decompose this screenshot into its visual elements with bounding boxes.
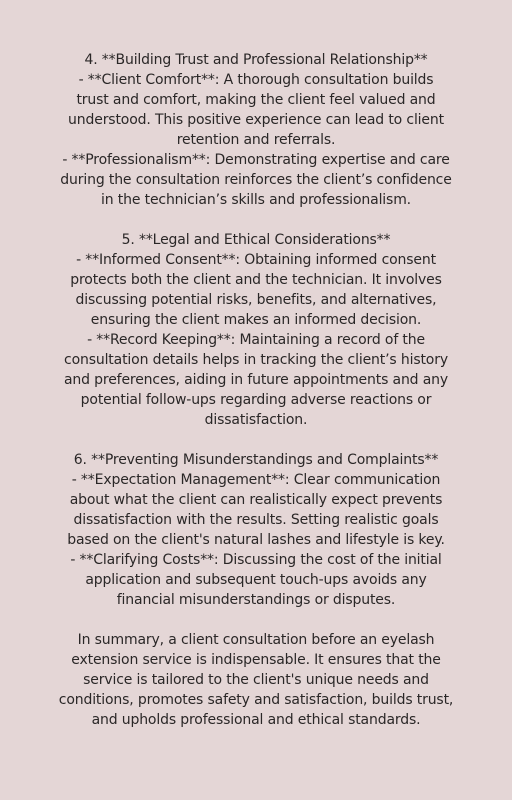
text-line: dissatisfaction. xyxy=(204,412,308,428)
text-line: based on the client's natural lashes and lifestyle is key. xyxy=(67,532,445,548)
text-line: conditions, promotes safety and satisfaction, builds trust, xyxy=(58,692,454,708)
paragraph-spacer xyxy=(44,210,468,230)
text-line: - **Informed Consent**: Obtaining informed consent xyxy=(76,252,436,268)
text-line: and upholds professional and ethical standards. xyxy=(91,712,421,728)
text-line: protects both the client and the technician. It involves xyxy=(70,272,442,288)
text-line: consultation details helps in tracking the client’s history xyxy=(64,352,448,368)
text-line: dissatisfaction with the results. Setting realistic goals xyxy=(73,512,439,528)
paragraph-spacer xyxy=(44,610,468,630)
paragraph-spacer xyxy=(44,430,468,450)
text-line: application and subsequent touch-ups avoids any xyxy=(85,572,427,588)
text-line: trust and comfort, making the client feel valued and xyxy=(76,92,436,108)
document-body xyxy=(44,50,468,730)
text-line: - **Clarifying Costs**: Discussing the cost of the initial xyxy=(70,552,442,568)
text-line: 4. **Building Trust and Professional Relationship** xyxy=(84,52,428,68)
text-line: - **Expectation Management**: Clear communication xyxy=(71,472,441,488)
text-line: and preferences, aiding in future appointments and any xyxy=(63,372,449,388)
text-line: financial misunderstandings or disputes. xyxy=(116,592,396,608)
text-line: 6. **Preventing Misunderstandings and Complaints** xyxy=(73,452,439,468)
text-line: ensuring the client makes an informed decision. xyxy=(90,312,422,328)
text-line: - **Client Comfort**: A thorough consultation builds xyxy=(78,72,434,88)
text-line: in the technician’s skills and professionalism. xyxy=(101,192,411,208)
text-line: - **Professionalism**: Demonstrating expertise and care xyxy=(62,152,450,168)
text-line: retention and referrals. xyxy=(176,132,336,148)
text-line: service is tailored to the client's unique needs and xyxy=(83,672,429,688)
text-line: discussing potential risks, benefits, and alternatives, xyxy=(75,292,437,308)
text-line: understood. This positive experience can lead to client xyxy=(68,112,444,128)
text-line: In summary, a client consultation before an eyelash xyxy=(77,632,435,648)
text-line: potential follow-ups regarding adverse reactions or xyxy=(80,392,432,408)
text-line: - **Record Keeping**: Maintaining a record of the xyxy=(87,332,425,348)
text-line: during the consultation reinforces the client’s confidence xyxy=(60,172,452,188)
text-line: about what the client can realistically expect prevents xyxy=(69,492,443,508)
text-line: 5. **Legal and Ethical Considerations** xyxy=(121,232,391,248)
text-line: extension service is indispensable. It ensures that the xyxy=(71,652,441,668)
